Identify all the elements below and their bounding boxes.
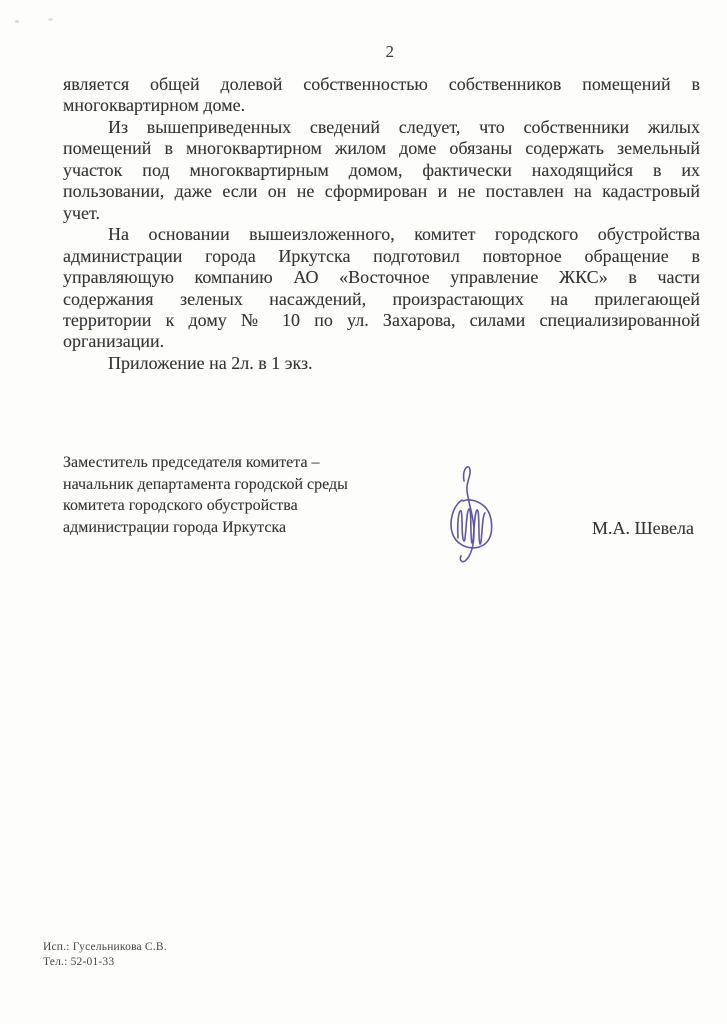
body-text-line: помещений в многоквартирном жилом доме обязаны содержать земельный [63,138,700,159]
body-text-line: организации. [63,331,165,352]
signatory-position-line: Заместитель председателя комитета – [63,454,320,471]
body-text-line: учет. [63,202,101,223]
body-text-line: является общей долевой собственностью собственников помещений в [63,74,700,94]
body-text-line: Приложение на 2л. в 1 экз. [108,352,313,373]
letter-body [63,74,700,374]
signatory-position-line: администрации города Иркутска [63,518,287,536]
scan-speck [48,18,53,21]
body-text-line: многоквартирном доме. [63,95,246,116]
body-text-line: территории к дому № 10 по ул. Захарова, силами специализированной [63,309,700,330]
body-text-line: участок под многоквартирным домом, фактически находящийся в их [63,159,700,180]
signatory-position-line: комитета городского обустройства [63,497,298,515]
body-text-line: На основании вышеизложенного, комитет городского обустройства [108,224,700,245]
signatory-name: М.А. Шевела [592,518,695,538]
signatory-position-line: начальник департамента городской среды [63,475,348,493]
handwritten-signature [447,459,499,567]
page-number: 2 [385,42,395,61]
body-text-line: Из вышеприведенных сведений следует, что собственники жилых [108,116,700,137]
body-text-line: управляющую компанию АО «Восточное управление ЖКС» в части [63,267,700,288]
executor-footer [43,940,167,969]
executor-name: Исп.: Гусельникова С.В. [43,941,167,953]
body-text-line: пользовании, даже если он не сформирован и не поставлен на кадастровый [63,181,700,202]
executor-phone: Тел.: 52-01-33 [43,955,115,968]
signatory-position-block [63,452,483,538]
body-text-line: содержания зеленых насаждений, произрастающих на прилегающей [63,288,700,309]
scan-speck [15,20,19,23]
body-text-line: администрации города Иркутска подготовил повторное обращение в [63,245,700,266]
